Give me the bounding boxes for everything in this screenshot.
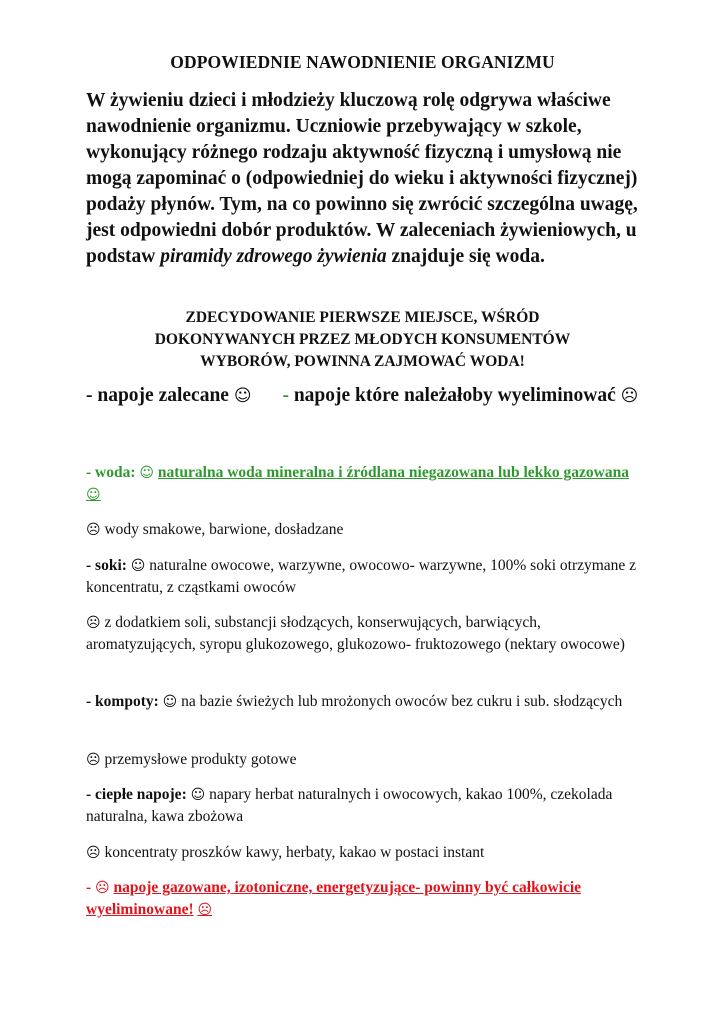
smile-icon: ☺	[86, 487, 101, 503]
frown-icon: ☹	[86, 752, 101, 768]
water-first-heading	[86, 307, 639, 373]
heading-line: WYBORÓW, POWINNA ZAJMOWAĆ WODA!	[200, 353, 525, 370]
legend-dash: -	[282, 385, 289, 406]
smile-icon: ☺	[233, 386, 252, 406]
intro-italic-text: piramidy zdrowego żywienia	[160, 246, 387, 267]
smile-icon: ☺	[130, 558, 146, 574]
hot-drinks-bad-text: koncentraty proszków kawy, herbaty, kakao w postaci instant	[104, 844, 485, 861]
juices-bad-text: z dodatkiem soli, substancji słodzących, konserwujących, barwiących, aromatyzujących, syropu glukozowego, glukozowo- fruktozowego (nektary owocowe)	[86, 614, 625, 653]
legend	[86, 385, 656, 407]
legend-avoid: napoje które należałoby wyeliminować	[288, 385, 616, 406]
frown-icon: ☹	[86, 615, 101, 631]
compotes-bad-text: przemysłowe produkty gotowe	[104, 751, 297, 768]
intro-paragraph	[86, 88, 646, 270]
heading-line: DOKONYWANYCH PRZEZ MŁODYCH KONSUMENTÓW	[154, 331, 571, 348]
final-warning	[86, 877, 646, 921]
hot-drinks-avoid	[86, 842, 646, 864]
juices-avoid	[86, 612, 646, 656]
juices-recommended	[86, 555, 646, 599]
hot-drinks-label: - ciepłe napoje:	[86, 786, 187, 803]
frown-icon: ☹	[620, 386, 639, 406]
heading-line: ZDECYDOWANIE PIERWSZE MIEJSCE, WŚRÓD	[185, 309, 540, 326]
compotes-label: - kompoty:	[86, 693, 159, 710]
smile-icon: ☺	[162, 694, 178, 710]
water-bad-text: wody smakowe, barwione, dosładzane	[104, 521, 344, 538]
intro-text: W żywieniu dzieci i młodzieży kluczową rolę odgrywa właściwe nawodnienie organizmu. Uczniowie przebywający w szkole, wykonujący różnego rodzaju aktywność fizyczną i umysłową nie mogą zapominać o (odpowiedniej do wieku i aktywności fizycznej) podaży płynów. Tym, na co powinno się zwrócić szczególna uwagę, jest odpowiedni dobór produktów. W zaleceniach żywieniowych, u podstaw	[86, 90, 638, 267]
page-title: ODPOWIEDNIE NAWODNIENIE ORGANIZMU	[170, 52, 555, 72]
hot-drinks-good-text: napary herbat naturalnych i owocowych, kakao 100%, czekolada naturalna, kawa zbożowa	[86, 786, 613, 825]
final-dash: -	[86, 879, 92, 896]
juices-good-text: naturalne owocowe, warzywne, owocowo- warzywne, 100% soki otrzymane z koncentratu, z cząstkami owoców	[86, 557, 637, 596]
frown-icon: ☹	[95, 880, 110, 896]
compotes-good-text: na bazie świeżych lub mrożonych owoców bez cukru i sub. słodzących	[181, 693, 623, 710]
water-avoid	[86, 519, 646, 541]
water-recommended	[86, 462, 646, 506]
smile-icon: ☺	[139, 465, 154, 481]
final-warning-text: napoje gazowane, izotoniczne, energetyzujące- powinny być całkowicie wyeliminowane!	[86, 879, 582, 918]
water-good-text: naturalna woda mineralna i źródlana niegazowana lub lekko gazowana	[157, 464, 629, 481]
intro-text-end: znajduje się woda.	[386, 246, 545, 267]
water-label: - woda:	[86, 464, 136, 481]
compotes-recommended	[86, 691, 646, 713]
frown-icon: ☹	[86, 845, 101, 861]
frown-icon: ☹	[197, 902, 213, 918]
juices-label: - soki:	[86, 557, 127, 574]
compotes-avoid	[86, 749, 646, 771]
frown-icon: ☹	[86, 522, 101, 538]
smile-icon: ☺	[190, 787, 206, 803]
hot-drinks-recommended	[86, 784, 646, 828]
legend-recommended: - napoje zalecane	[86, 385, 229, 406]
